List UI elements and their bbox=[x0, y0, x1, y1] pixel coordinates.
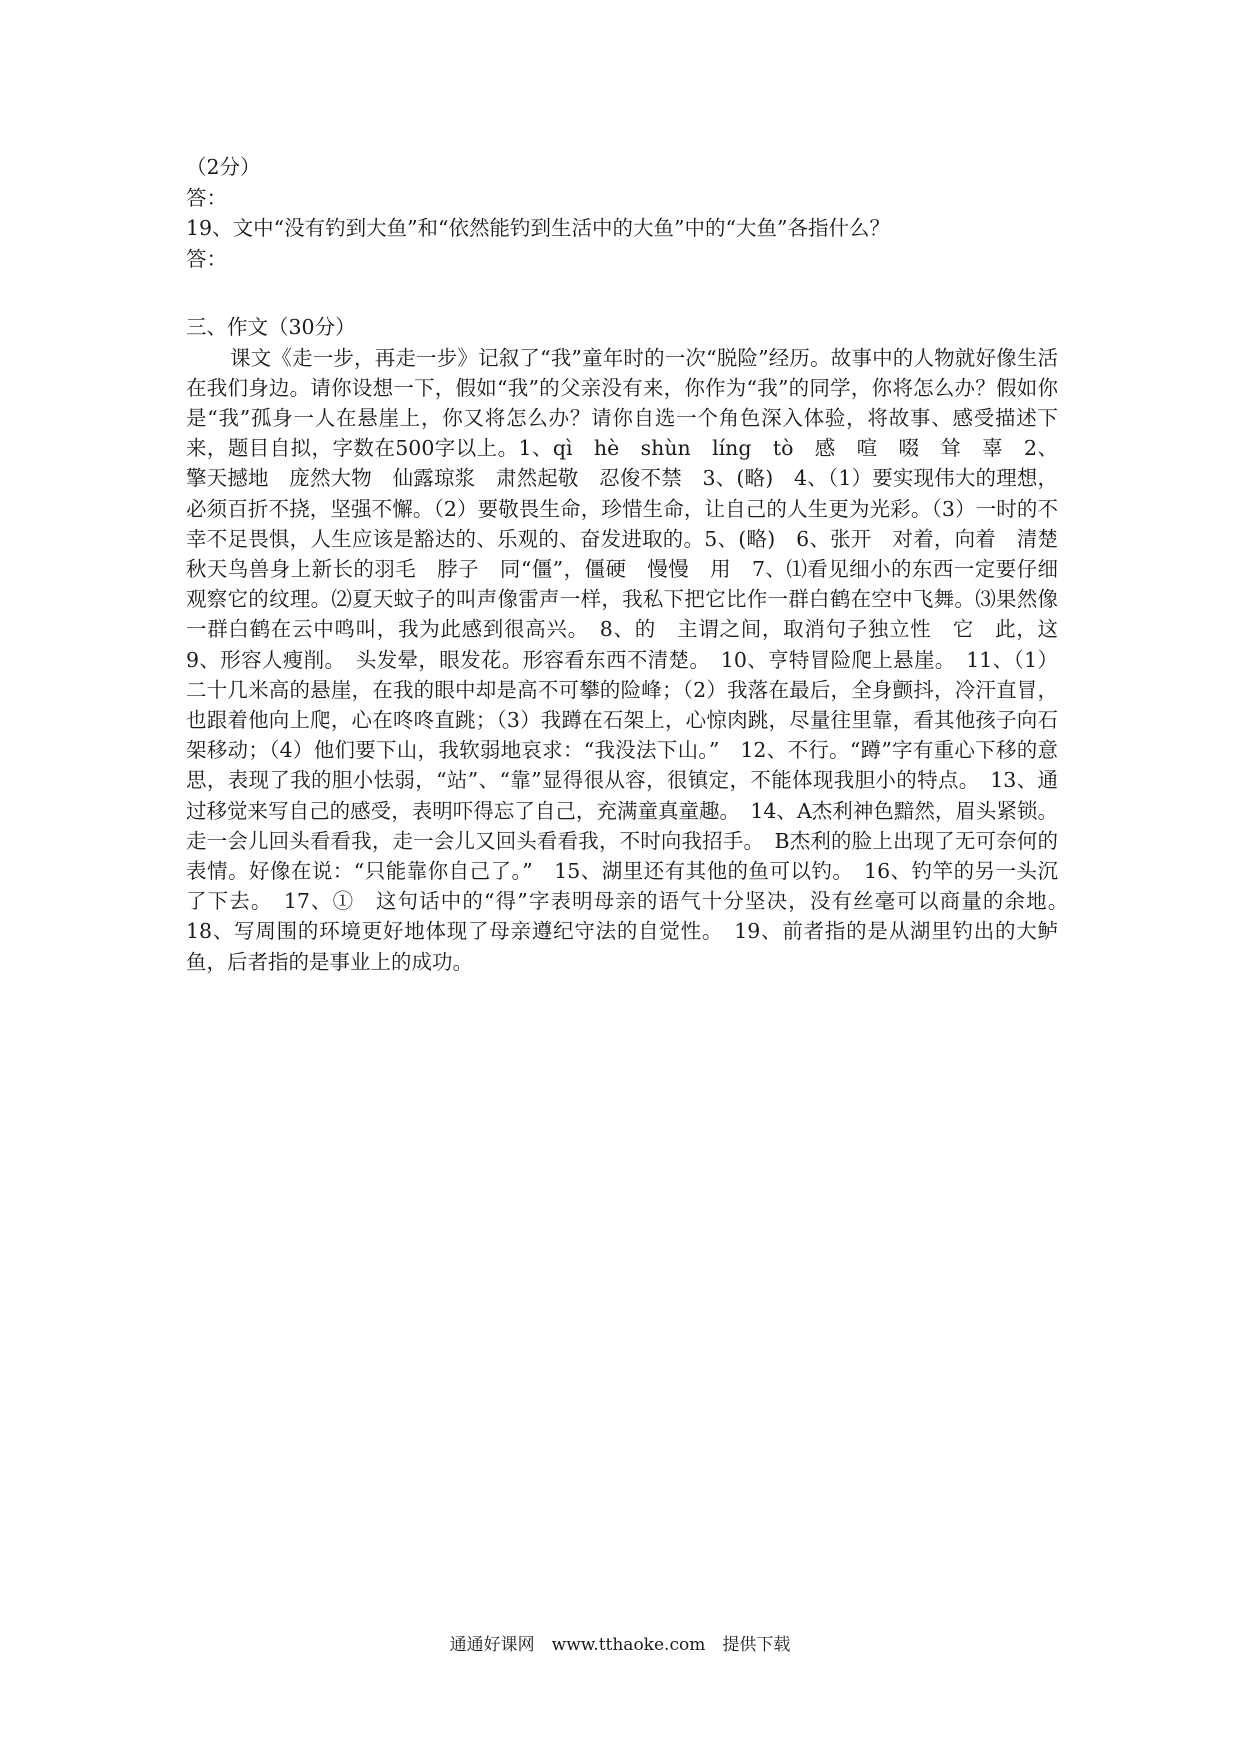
answer-line-2: 答： bbox=[186, 246, 227, 271]
score-note: （2分） bbox=[186, 155, 261, 179]
essay-prompt-and-answer-key: 课文《走一步，再走一步》记叙了“我”童年时的一次“脱险”经历。故事中的人物就好像生活在我们身边。请你设想一下，假如“我”的父亲没有来，你作为“我”的同学，你将怎么办？假如你是“我”孤身一人在悬崖上，你又将怎么办？请你自选一个角色深入体验，将故事、感受描述下来，题目自拟，字数在500字以上。1、qì hè shùn líng tò 感 喧 啜 耸 辜 2、擎天撼地 庞然大物 仙露琼浆 肃然起敬 忍俊不禁 3、(略) 4、（1）要实现伟大的理想，必须百折不挠，坚强不懈。（2）要敬畏生命，珍惜生命，让自己的人生更为光彩。（3）一时的不幸不足畏惧，人生应该是豁达的、乐观的、奋发进取的。5、(略) 6、张开 对着，向着 清楚 秋天鸟兽身上新长的羽毛 脖子 同“僵”，僵硬 慢慢 用 7、⑴看见细小的东西一定要仔细观察它的纹理。⑵夏天蚊子的叫声像雷声一样，我私下把它比作一群白鹤在空中飞舞。⑶果然像一群白鹤在云中鸣叫，我为此感到很高兴。 8、的 主谓之间，取消句子独立性 它 此，这 9、形容人瘦削。 头发晕，眼发花。形容看东西不清楚。 10、亨特冒险爬上悬崖。 11、（1）二十几米高的悬崖，在我的眼中却是高不可攀的险峰；（2）我落在最后，全身颤抖，冷汗直冒，也跟着他向上爬，心在咚咚直跳；（3）我蹲在石架上，心惊肉跳，尽量往里靠，看其他孩子向石架移动；（4）他们要下山，我软弱地哀求：“我没法下山。” 12、不行。“蹲”字有重心下移的意思，表现了我的胆小怯弱，“站”、“靠”显得很从容，很镇定，不能体现我胆小的特点。 13、通过移觉来写自己的感受，表明吓得忘了自己，充满童真童趣。 14、A杰利神色黯然，眉头紧锁。走一会儿回头看看我，走一会儿又回头看看我，不时向我招手。 B杰利的脸上出现了无可奈何的表情。好像在说：“只能靠你自己了。” 15、湖里还有其他的鱼可以钓。 16、钓竿的另一头沉了下去。 17、① 这句话中的“得”字表明母亲的语气十分坚决，没有丝毫可以商量的余地。 18、写周围的环境更好地体现了母亲遵纪守法的自觉性。 19、前者指的是从湖里钓出的大鲈鱼，后者指的是事业上的成功。 bbox=[186, 345, 1079, 974]
answer-line-1: 答： bbox=[186, 185, 227, 210]
document-content bbox=[186, 152, 1079, 977]
question-19: 19、文中“没有钓到大鱼”和“依然能钓到生活中的大鱼”中的“大鱼”各指什么？ bbox=[186, 216, 890, 240]
essay-section-title: 三、作文（30分） bbox=[186, 315, 356, 339]
spacer bbox=[186, 274, 1058, 312]
page-footer: 通通好课网 www.tthaoke.com 提供下载 bbox=[449, 1635, 791, 1655]
